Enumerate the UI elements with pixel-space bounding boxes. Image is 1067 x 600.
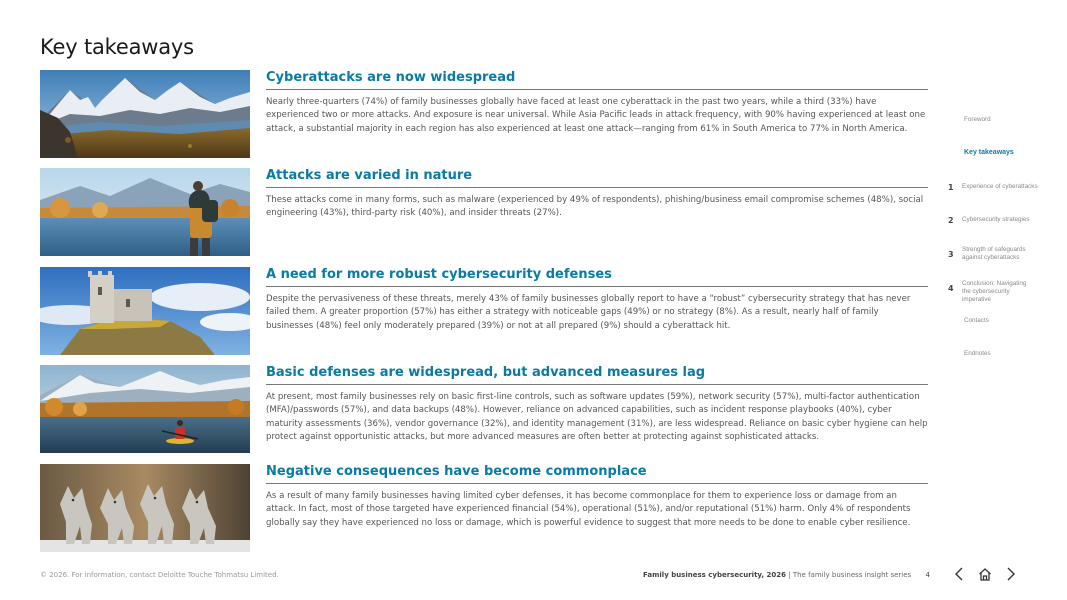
next-page-icon[interactable] [1004,566,1018,582]
nav-endnotes[interactable] [948,350,1058,358]
section-body: Despite the pervasiveness of these threats, merely 43% of family businesses globally report to have a “robust” cybersecurity strategy that has never failed them. A greater proportion (57%) has either a strategy with noticeable gaps (49%) or no strategy (8%). As a result, nearly half of family businesses (48%) feel only moderately prepared (39%) or not at all prepared (9%) should a cyberattack hit. [266,294,911,331]
section-heading: A need for more robust cybersecurity defenses [266,267,928,287]
takeaway-section-4 [40,365,928,453]
kayaker-on-lake-image [40,365,250,453]
nav-chapter-4[interactable] [948,280,1058,304]
nav-key-takeaways[interactable] [948,149,1058,157]
nav-contacts[interactable] [948,317,1058,325]
castle-on-cliff-image [40,267,250,355]
section-heading: Cyberattacks are now widespread [266,70,928,90]
nav-number: 3 [948,250,954,259]
section-heading: Basic defenses are widespread, but advanced measures lag [266,365,928,385]
nav-foreword[interactable] [948,116,1058,124]
nav-chapter-3[interactable] [948,246,1058,262]
nav-label: Conclusion: Navigating the cybersecurity imperative [962,280,1027,303]
nav-label: Strength of safeguards against cyberattacks [962,246,1026,261]
section-heading: Attacks are varied in nature [266,168,928,188]
footer-separator: | [788,571,791,579]
mountain-lake-image [40,70,250,158]
hiker-by-lake-image [40,168,250,256]
section-body: These attacks come in many forms, such as malware (experienced by 49% of respondents), phishing/business email compromise schemes (48%), social engineering (43%), third-party risk (40%), and insider threats (27%). [266,195,924,219]
previous-page-icon[interactable] [952,566,966,582]
footer-report-info [643,571,930,579]
nav-label: Foreword [964,116,991,123]
section-body: Nearly three-quarters (74%) of family businesses globally have faced at least one cyberattack in the past two years, while a third (33%) have experienced two or more attacks. And exposure is near universal. While Asia Pacific leads in attack frequency, with 90% having experienced at least one attack, a substantial majority in each region has also experienced at least one attack—ranging from 61% in South America to 77% in North America. [266,97,926,134]
nav-chapter-2[interactable] [948,216,1058,225]
series-name: The family business insight series [792,571,912,579]
takeaway-section-2 [40,168,928,256]
page-number: 4 [925,571,930,579]
nav-chapter-1[interactable] [948,183,1058,192]
takeaway-section-1 [40,70,928,158]
section-body: At present, most family businesses rely on basic first-line controls, such as software updates (59%), network security (57%), multi-factor authentication (MFA)/passwords (57%), and data backups (48%). However, reliance on advanced capabilities, such as incident response playbooks (40%), cyber maturity assessments (36%), vendor governance (32%), and identity management (31%), are less widespread. Reliance on basic cyber hygiene can help protect against opportunistic attacks, but more advanced measures are often better at protecting against sophisticated attacks. [266,392,928,443]
page-navigation [952,566,1018,582]
nav-label: Contacts [964,317,989,324]
report-title: Family business cybersecurity, 2026 [643,571,787,579]
copyright-notice: © 2026. For information, contact Deloitte Touche Tohmatsu Limited. [40,571,279,579]
section-body: As a result of many family businesses having limited cyber defenses, it has become commonplace for them to experience loss or damage from an attack. In fact, most of those targeted have experienced financial (54%), operational (51%), and/or reputational (51%) harm. Only 4% of respondents globally say they have experienced no loss or damage, which is powerful evidence to suggest that more needs to be done to enable cyber resilience. [266,491,911,528]
nav-label: Endnotes [964,350,991,357]
nav-label: Experience of cyberattacks [962,183,1038,190]
takeaway-section-5 [40,464,928,552]
home-icon[interactable] [978,566,992,582]
nav-number: 2 [948,216,954,225]
page-title: Key takeaways [40,35,194,59]
nav-label-active: Key takeaways [964,149,1014,156]
nav-number: 4 [948,284,954,293]
nav-label: Cybersecurity strategies [962,216,1030,223]
wolf-pack-image [40,464,250,552]
section-heading: Negative consequences have become commonplace [266,464,928,484]
nav-number: 1 [948,183,954,192]
takeaway-section-3 [40,267,928,355]
